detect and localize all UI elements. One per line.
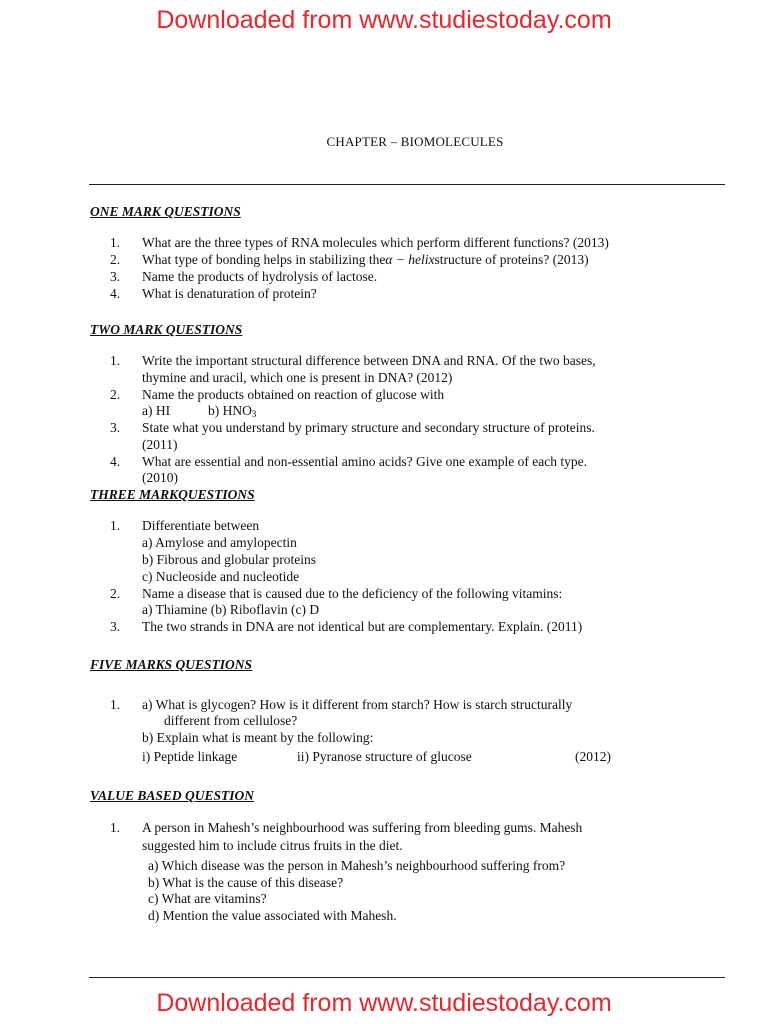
- value-q1-option-a: a) Which disease was the person in Mahesh’s neighbourhood suffering from?: [148, 858, 566, 873]
- three-mark-q2-line1: Name a disease that is caused due to the deficiency of the following vitamins:: [142, 586, 563, 601]
- watermark-banner-top: Downloaded from www.studiestoday.com: [156, 6, 612, 34]
- value-q1-option-d: d) Mention the value associated with Mahesh.: [148, 908, 397, 923]
- section-heading-two-mark: TWO MARK QUESTIONS: [90, 322, 243, 337]
- section-heading-five-mark: FIVE MARKS QUESTIONS: [90, 657, 253, 672]
- question-number: 2.: [110, 252, 121, 267]
- question-number: 4.: [110, 286, 121, 301]
- question-number: 3.: [110, 420, 121, 435]
- top-divider: [89, 184, 725, 185]
- hno3-text: b) HNO: [208, 403, 252, 418]
- three-mark-q1-option-c: c) Nucleoside and nucleotide: [142, 569, 300, 584]
- five-mark-q1-b: b) Explain what is meant by the following:: [142, 730, 374, 745]
- question-number: 3.: [110, 269, 121, 284]
- one-mark-q3: Name the products of hydrolysis of lactose.: [142, 269, 378, 284]
- value-q1-option-b: b) What is the cause of this disease?: [148, 875, 344, 890]
- question-number: 1.: [110, 235, 121, 250]
- chapter-title: CHAPTER – BIOMOLECULES: [326, 134, 504, 149]
- one-mark-q1: What are the three types of RNA molecules which perform different functions? (2013): [142, 235, 609, 250]
- two-mark-q1-line2: thymine and uracil, which one is present in DNA? (2012): [142, 370, 453, 385]
- question-number: 1.: [110, 518, 121, 533]
- watermark-banner-bottom: Downloaded from www.studiestoday.com: [156, 989, 612, 1017]
- two-mark-q4-line2: (2010): [142, 470, 178, 485]
- three-mark-q2-options: a) Thiamine (b) Riboflavin (c) D: [142, 602, 320, 617]
- value-q1-option-c: c) What are vitamins?: [148, 891, 267, 906]
- five-mark-q1-a-line2: different from cellulose?: [164, 713, 298, 728]
- one-mark-q4: What is denaturation of protein?: [142, 286, 317, 301]
- section-heading-one-mark: ONE MARK QUESTIONS: [90, 204, 241, 219]
- two-mark-q2-line1: Name the products obtained on reaction of glucose with: [142, 387, 445, 402]
- value-q1-line2: suggested him to include citrus fruits in the diet.: [142, 838, 403, 853]
- one-mark-q2-post: structure of proteins? (2013): [434, 252, 589, 267]
- question-number: 2.: [110, 387, 121, 402]
- hno3-subscript: 3: [251, 409, 257, 419]
- one-mark-q2-pre: What type of bonding helps in stabilizing the: [142, 252, 386, 267]
- question-number: 1.: [110, 353, 121, 368]
- question-number: 1.: [110, 697, 121, 712]
- five-mark-q1-ii: ii) Pyranose structure of glucose: [297, 749, 472, 764]
- section-heading-value-based: VALUE BASED QUESTION: [90, 788, 255, 803]
- three-mark-q1-option-b: b) Fibrous and globular proteins: [142, 552, 316, 567]
- question-number: 2.: [110, 586, 121, 601]
- three-mark-q3: The two strands in DNA are not identical but are complementary. Explain. (2011): [142, 619, 583, 634]
- two-mark-q1-line1: Write the important structural difference between DNA and RNA. Of the two bases,: [142, 353, 596, 368]
- bottom-divider: [89, 977, 725, 978]
- one-mark-q2: [142, 252, 589, 268]
- five-mark-q1-a-line1: a) What is glycogen? How is it different from starch? How is starch structurally: [142, 697, 573, 712]
- three-mark-q1-option-a: a) Amylose and amylopectin: [142, 535, 297, 550]
- question-number: 1.: [110, 820, 121, 835]
- two-mark-q4-line1: What are essential and non-essential amino acids? Give one example of each type.: [142, 454, 587, 469]
- alpha-helix-math: α − helix: [385, 252, 435, 267]
- question-number: 3.: [110, 619, 121, 634]
- value-q1-line1: A person in Mahesh’s neighbourhood was suffering from bleeding gums. Mahesh: [142, 820, 583, 835]
- two-mark-q3-line1: State what you understand by primary structure and secondary structure of proteins.: [142, 420, 595, 435]
- question-number: 4.: [110, 454, 121, 469]
- two-mark-q2-option-a: a) HI: [142, 403, 171, 418]
- five-mark-q1-year: (2012): [575, 749, 611, 764]
- five-mark-q1-i: i) Peptide linkage: [142, 749, 238, 764]
- section-heading-three-mark: THREE MARKQUESTIONS: [90, 487, 255, 502]
- two-mark-q3-line2: (2011): [142, 437, 178, 452]
- three-mark-q1-line1: Differentiate between: [142, 518, 260, 533]
